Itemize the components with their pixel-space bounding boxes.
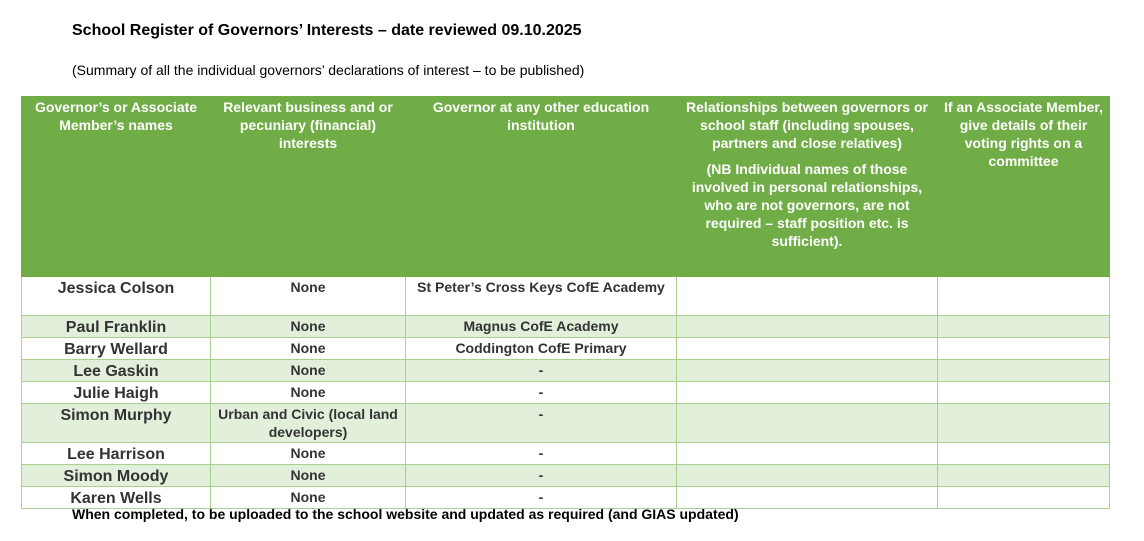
table-row — [22, 360, 1110, 382]
cell-name: Lee Harrison — [22, 443, 211, 465]
cell-business: None — [211, 465, 406, 487]
cell-education: - — [406, 404, 677, 443]
cell-business: None — [211, 316, 406, 338]
table-header — [22, 97, 1110, 277]
document-footer-note: When completed, to be uploaded to the school website and updated as required (and GIAS updated) — [72, 506, 739, 522]
cell-name: Karen Wells — [22, 487, 211, 509]
cell-business: None — [211, 443, 406, 465]
cell-name: Lee Gaskin — [22, 360, 211, 382]
header-associate: If an Associate Member, give details of their voting rights on a committee — [938, 97, 1110, 277]
header-name: Governor’s or Associate Member’s names — [22, 97, 211, 277]
header-row — [22, 97, 1110, 277]
cell-education: Coddington CofE Primary — [406, 338, 677, 360]
cell-relationships — [677, 404, 938, 443]
cell-relationships — [677, 360, 938, 382]
cell-education: Magnus CofE Academy — [406, 316, 677, 338]
table-row — [22, 382, 1110, 404]
table-row — [22, 465, 1110, 487]
cell-associate — [938, 443, 1110, 465]
cell-relationships — [677, 338, 938, 360]
cell-associate — [938, 316, 1110, 338]
header-relationships-note: (NB Individual names of those involved in personal relationships, who are not governors, are not required – staff position etc. is sufficient). — [691, 161, 923, 249]
header-business: Relevant business and or pecuniary (financial) interests — [211, 97, 406, 277]
cell-relationships — [677, 465, 938, 487]
cell-name: Julie Haigh — [22, 382, 211, 404]
cell-name: Barry Wellard — [22, 338, 211, 360]
table-row — [22, 404, 1110, 443]
cell-associate — [938, 277, 1110, 316]
cell-associate — [938, 487, 1110, 509]
cell-education: St Peter’s Cross Keys CofE Academy — [406, 277, 677, 316]
cell-education: - — [406, 443, 677, 465]
cell-education: - — [406, 382, 677, 404]
cell-relationships — [677, 316, 938, 338]
cell-business: None — [211, 382, 406, 404]
table-row — [22, 443, 1110, 465]
cell-associate — [938, 360, 1110, 382]
cell-business: None — [211, 360, 406, 382]
cell-associate — [938, 465, 1110, 487]
cell-education: - — [406, 360, 677, 382]
cell-education: - — [406, 487, 677, 509]
cell-business: None — [211, 277, 406, 316]
document-title: School Register of Governors’ Interests – date reviewed 09.10.2025 — [72, 22, 582, 39]
cell-name: Paul Franklin — [22, 316, 211, 338]
cell-business: None — [211, 487, 406, 509]
table-row — [22, 277, 1110, 316]
cell-name: Simon Moody — [22, 465, 211, 487]
header-education: Governor at any other education institution — [406, 97, 677, 277]
cell-relationships — [677, 443, 938, 465]
governors-interests-table — [21, 96, 1110, 509]
cell-name: Simon Murphy — [22, 404, 211, 443]
cell-education: - — [406, 465, 677, 487]
cell-business: Urban and Civic (local land developers) — [211, 404, 406, 443]
table-row — [22, 316, 1110, 338]
cell-associate — [938, 338, 1110, 360]
header-relationships-main: Relationships between governors or school staff (including spouses, partners and close relatives) — [686, 99, 928, 151]
header-relationships — [677, 97, 938, 277]
cell-relationships — [677, 382, 938, 404]
cell-associate — [938, 382, 1110, 404]
cell-name: Jessica Colson — [22, 277, 211, 316]
cell-business: None — [211, 338, 406, 360]
table-row — [22, 338, 1110, 360]
document-subtitle: (Summary of all the individual governors’ declarations of interest – to be published) — [72, 62, 585, 78]
table-body — [22, 277, 1110, 509]
cell-associate — [938, 404, 1110, 443]
cell-relationships — [677, 277, 938, 316]
